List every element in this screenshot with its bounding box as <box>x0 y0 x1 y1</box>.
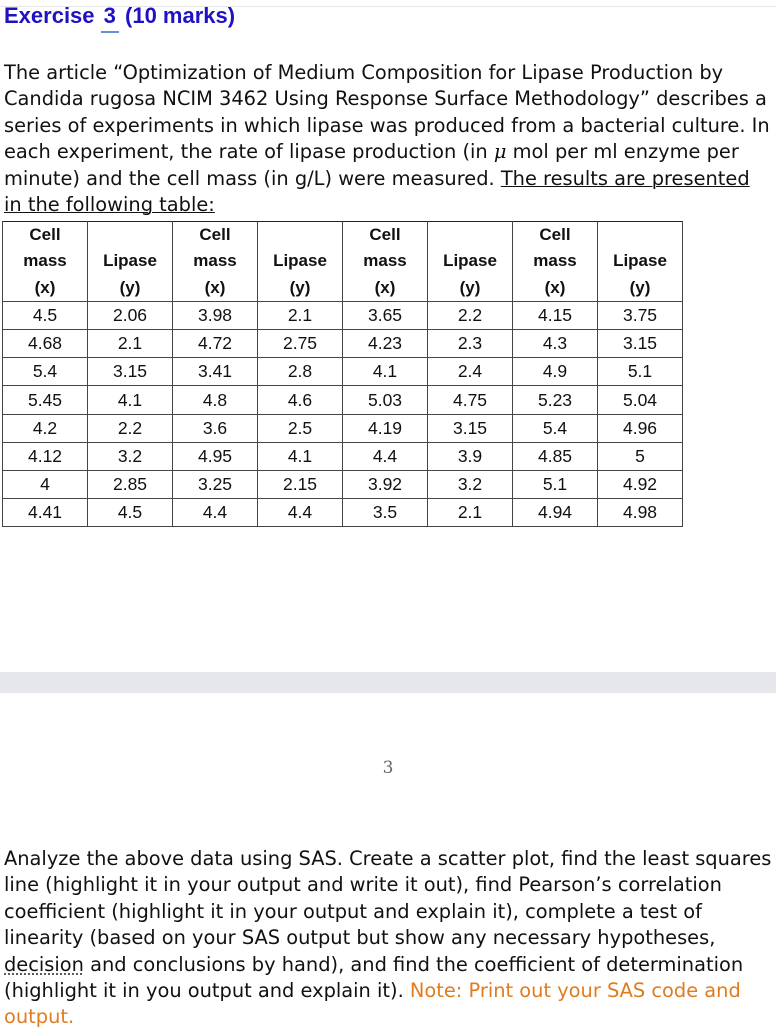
page-number: 3 <box>382 758 394 778</box>
header-row-bottom <box>3 275 683 302</box>
header-cell: (y) <box>428 275 513 302</box>
header-cell: mass <box>3 248 88 274</box>
header-cell: (x) <box>173 275 258 302</box>
task-note: Note: Print out your SAS code and output. <box>4 979 741 1029</box>
table-cell: 5.45 <box>3 386 88 414</box>
table-cell: 2.75 <box>258 330 343 358</box>
table-cell: 4.19 <box>343 414 428 442</box>
task-paragraph <box>4 846 772 1031</box>
table-cell: 4.72 <box>173 330 258 358</box>
header-row-mid <box>3 248 683 274</box>
table-cell: 2.2 <box>428 301 513 329</box>
table-cell: 5.04 <box>598 386 683 414</box>
table-cell: 4.5 <box>3 301 88 329</box>
header-cell: (x) <box>3 275 88 302</box>
table-cell: 5.1 <box>598 358 683 386</box>
table-row <box>3 330 683 358</box>
table-cell: 4.23 <box>343 330 428 358</box>
heading-prefix: Exercise <box>4 3 101 28</box>
table-cell: 3.5 <box>343 499 428 527</box>
table-cell: 4.5 <box>88 499 173 527</box>
table-cell: 3.9 <box>428 442 513 470</box>
header-cell: Cell <box>3 222 88 249</box>
table-cell: 5.23 <box>513 386 598 414</box>
header-cell: mass <box>513 248 598 274</box>
task-text-2: and conclusions by hand), and find the coefficient of determination (highlight it in you output and explain it). <box>4 952 744 1003</box>
table-cell: 3.65 <box>343 301 428 329</box>
header-cell: Cell <box>343 222 428 249</box>
table-cell: 4.95 <box>173 442 258 470</box>
table-cell: 4.92 <box>598 471 683 499</box>
table-cell: 3.15 <box>428 414 513 442</box>
intro-text-3: The results are presented in the following table: <box>4 166 750 217</box>
table-cell: 3.2 <box>88 442 173 470</box>
header-row-top <box>3 222 683 249</box>
table-row <box>3 358 683 386</box>
table-cell: 2.1 <box>258 301 343 329</box>
mu-symbol: μ <box>493 140 507 164</box>
heading-marks: (10 marks) <box>118 3 236 28</box>
table-cell: 3.15 <box>88 358 173 386</box>
exercise-number: 3 <box>101 2 119 33</box>
header-cell <box>428 222 513 249</box>
header-cell: (x) <box>343 275 428 302</box>
header-cell: (y) <box>88 275 173 302</box>
header-cell <box>258 222 343 249</box>
table-cell: 3.15 <box>598 330 683 358</box>
table-cell: 5 <box>598 442 683 470</box>
table-cell: 4.1 <box>88 386 173 414</box>
header-cell: Lipase <box>88 248 173 274</box>
table-cell: 4.9 <box>513 358 598 386</box>
table-row <box>3 442 683 470</box>
intro-text-1: The article “Optimization of Medium Composition for Lipase Production by Candida rugosa NCIM 3462 Using Response Surface Methodology” describes a series of experiments in which lipase was produced from a bacterial culture. In each experiment, the rate of lipase production (in <box>4 61 770 164</box>
table-cell: 5.1 <box>513 471 598 499</box>
table-cell: 3.92 <box>343 471 428 499</box>
table-cell: 4.15 <box>513 301 598 329</box>
header-cell: (y) <box>598 275 683 302</box>
header-cell: mass <box>173 248 258 274</box>
table-cell: 2.1 <box>88 330 173 358</box>
table-cell: 5.4 <box>513 414 598 442</box>
table-cell: 3.75 <box>598 301 683 329</box>
table-cell: 2.4 <box>428 358 513 386</box>
header-cell: Lipase <box>428 248 513 274</box>
header-cell <box>88 222 173 249</box>
header-cell: mass <box>343 248 428 274</box>
data-table <box>2 221 683 527</box>
table-cell: 4.98 <box>598 499 683 527</box>
table-row <box>3 386 683 414</box>
table-cell: 2.06 <box>88 301 173 329</box>
table-cell: 4.4 <box>173 499 258 527</box>
header-cell: Cell <box>513 222 598 249</box>
table-cell: 2.3 <box>428 330 513 358</box>
task-text-1: Analyze the above data using SAS. Create a scatter plot, find the least squares line (highlight it in your output and write it out), find Pearson’s correlation coefficient (highlight it in your output and explain it), complete a test of linearity (based on your SAS output but show any necessary hypotheses, <box>4 847 772 950</box>
table-cell: 4 <box>3 471 88 499</box>
intro-text-2: mol per ml enzyme per minute) and the cell mass (in g/L) were measured. <box>4 140 739 190</box>
table-cell: 4.12 <box>3 442 88 470</box>
table-cell: 5.03 <box>343 386 428 414</box>
table-cell: 4.2 <box>3 414 88 442</box>
header-cell: (x) <box>513 275 598 302</box>
intro-paragraph <box>4 60 772 218</box>
table-cell: 4.6 <box>258 386 343 414</box>
table-cell: 4.75 <box>428 386 513 414</box>
table-cell: 3.25 <box>173 471 258 499</box>
exercise-heading <box>4 2 235 33</box>
table-cell: 3.2 <box>428 471 513 499</box>
table-cell: 2.15 <box>258 471 343 499</box>
table-cell: 4.8 <box>173 386 258 414</box>
header-cell: Lipase <box>258 248 343 274</box>
table-cell: 4.4 <box>343 442 428 470</box>
table-row <box>3 301 683 329</box>
table-cell: 2.5 <box>258 414 343 442</box>
header-cell: Lipase <box>598 248 683 274</box>
table-cell: 5.4 <box>3 358 88 386</box>
header-cell: Cell <box>173 222 258 249</box>
table-cell: 3.6 <box>173 414 258 442</box>
table-cell: 4.41 <box>3 499 88 527</box>
table-cell: 3.98 <box>173 301 258 329</box>
table-cell: 4.96 <box>598 414 683 442</box>
table-cell: 4.94 <box>513 499 598 527</box>
table-cell: 2.1 <box>428 499 513 527</box>
table-cell: 2.8 <box>258 358 343 386</box>
table-cell: 4.85 <box>513 442 598 470</box>
table-row <box>3 471 683 499</box>
table-cell: 4.4 <box>258 499 343 527</box>
table-cell: 2.2 <box>88 414 173 442</box>
header-cell: (y) <box>258 275 343 302</box>
table-cell: 4.3 <box>513 330 598 358</box>
table-cell: 4.68 <box>3 330 88 358</box>
table-row <box>3 414 683 442</box>
page-break-band <box>0 672 776 693</box>
task-decision-word: decision <box>4 952 84 976</box>
header-cell <box>598 222 683 249</box>
table-cell: 2.85 <box>88 471 173 499</box>
table-row <box>3 499 683 527</box>
table-cell: 4.1 <box>258 442 343 470</box>
table-cell: 3.41 <box>173 358 258 386</box>
table-cell: 4.1 <box>343 358 428 386</box>
